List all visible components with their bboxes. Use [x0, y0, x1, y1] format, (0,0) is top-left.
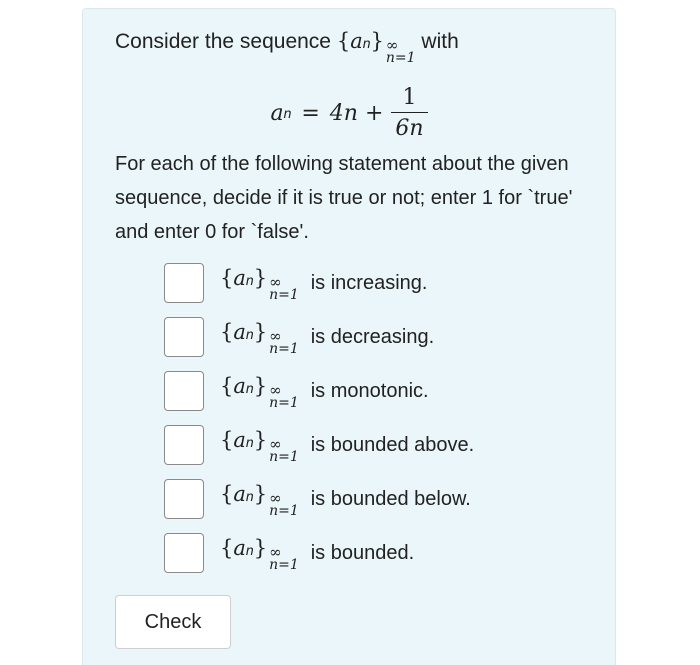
sequence-upper-limit: ∞ [269, 435, 282, 453]
answer-input[interactable] [164, 263, 204, 303]
close-brace: } [370, 29, 384, 53]
statement-row [164, 422, 474, 468]
answer-input[interactable] [164, 317, 204, 357]
sequence-term: a [233, 482, 246, 506]
formula-equals: = [301, 100, 320, 126]
sequence-notation [220, 428, 299, 465]
sequence-notation [220, 374, 299, 411]
formula-rhs-term: 4n + [329, 100, 384, 126]
answer-input[interactable] [164, 425, 204, 465]
fraction-denominator: 6n [391, 112, 427, 141]
sequence-limits [269, 543, 299, 573]
instructions-text: For each of the following statement about the given sequence, decide if it is true or not; enter 1 for `true' and enter 0 for `false'. [115, 153, 573, 243]
close-brace: } [253, 428, 268, 452]
sequence-term-subscript: n [245, 272, 254, 288]
statement-row [164, 368, 429, 414]
sequence-upper-limit: ∞ [269, 489, 282, 507]
formula-lhs-subscript: n [283, 105, 292, 121]
check-button[interactable]: Check [115, 595, 231, 649]
sequence-lower-limit: n=1 [269, 449, 299, 465]
close-brace: } [253, 374, 268, 398]
sequence-notation [220, 482, 299, 519]
statement-text: is bounded. [310, 541, 415, 564]
formula-lhs: a [270, 100, 284, 126]
statement-row [164, 314, 434, 360]
sequence-limits [269, 489, 299, 519]
sequence-lower-limit: n=1 [269, 503, 299, 519]
open-brace: { [220, 536, 234, 560]
question-card [82, 8, 616, 665]
sequence-lower-limit: n=1 [269, 395, 299, 411]
sequence-term: a [233, 536, 246, 560]
sequence-term-subscript: n [245, 542, 254, 558]
sequence-limits [269, 327, 299, 357]
sequence-term: a [350, 29, 363, 53]
sequence-notation [220, 536, 299, 573]
close-brace: } [253, 266, 268, 290]
intro-line [115, 29, 459, 66]
sequence-term: a [233, 428, 246, 452]
sequence-lower-limit: n=1 [269, 287, 299, 303]
sequence-lower-limit: n=1 [269, 341, 299, 357]
open-brace: { [336, 29, 351, 53]
statement-row [164, 260, 427, 306]
close-brace: } [253, 482, 268, 506]
sequence-upper-limit: ∞ [269, 381, 282, 399]
formula-fraction [391, 85, 427, 141]
answer-input[interactable] [164, 479, 204, 519]
sequence-notation [220, 320, 299, 357]
answer-input[interactable] [164, 371, 204, 411]
sequence-limits [385, 36, 416, 66]
sequence-upper-limit: ∞ [269, 327, 282, 345]
answer-input[interactable] [164, 533, 204, 573]
statement-text: is monotonic. [310, 379, 429, 402]
sequence-upper-limit: ∞ [269, 273, 282, 291]
open-brace: { [220, 482, 234, 506]
sequence-term: a [233, 374, 246, 398]
sequence-term-subscript: n [245, 380, 254, 396]
sequence-term-subscript: n [245, 434, 254, 450]
sequence-limits [269, 435, 299, 465]
close-brace: } [253, 320, 268, 344]
sequence-term-subscript: n [245, 488, 254, 504]
sequence-limits [269, 381, 299, 411]
intro-suffix: with [421, 30, 459, 53]
sequence-term-subscript: n [362, 35, 371, 51]
sequence-formula [83, 77, 615, 149]
intro-prefix: Consider the sequence [115, 30, 331, 53]
open-brace: { [220, 266, 234, 290]
fraction-numerator: 1 [402, 85, 417, 110]
close-brace: } [253, 536, 268, 560]
statement-row [164, 530, 414, 576]
sequence-lower-limit: n=1 [269, 557, 299, 573]
open-brace: { [220, 320, 234, 344]
open-brace: { [220, 428, 234, 452]
sequence-term: a [233, 266, 246, 290]
statement-text: is decreasing. [310, 325, 435, 348]
sequence-notation [220, 266, 299, 303]
sequence-limits [269, 273, 299, 303]
sequence-term-subscript: n [245, 326, 254, 342]
statement-row [164, 476, 471, 522]
open-brace: { [220, 374, 234, 398]
sequence-upper-limit: ∞ [269, 543, 282, 561]
sequence-lower-limit: n=1 [385, 50, 416, 66]
sequence-notation [336, 29, 416, 66]
statement-text: is increasing. [310, 271, 428, 294]
sequence-term: a [233, 320, 246, 344]
sequence-upper-limit: ∞ [385, 36, 399, 54]
statement-text: is bounded above. [310, 433, 475, 456]
statement-text: is bounded below. [310, 487, 471, 510]
